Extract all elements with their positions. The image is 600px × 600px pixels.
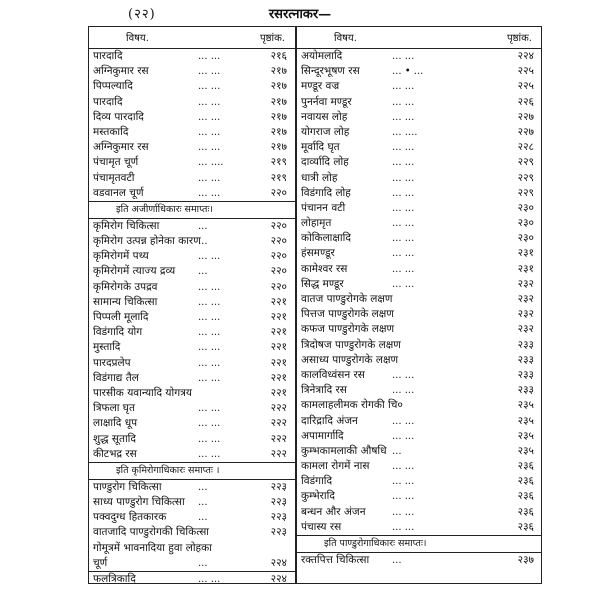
- left-column-header: [88, 26, 295, 49]
- entry-page-number: २१७: [270, 80, 287, 93]
- entry-title: सिन्दूरभूषण रस: [301, 65, 360, 78]
- right-entry-list: [296, 49, 542, 568]
- leader-dots: ...: [198, 557, 208, 569]
- index-entry: [296, 505, 542, 520]
- entry-title: कृमिरोग उत्पन्न होनेका कारण: [93, 235, 201, 248]
- entry-title: कृमिरोगके उपद्रव: [93, 280, 158, 293]
- entry-page-number: २२२: [270, 432, 287, 445]
- entry-page-number: २३२: [517, 277, 534, 290]
- entry-page-number: २२०: [270, 250, 287, 263]
- index-entry: [88, 280, 295, 295]
- entry-title: अग्निकुमार रस: [93, 65, 149, 78]
- entry-title: कृमिरोगमें त्याज्य द्रव्य: [93, 265, 176, 278]
- entry-title: पंचामृतवटी: [93, 171, 135, 184]
- entry-page-number: २२४: [270, 556, 287, 569]
- section-end-note: [88, 201, 295, 219]
- entry-title: पंचामृत चूर्ण: [93, 156, 139, 169]
- entry-page-number: २२६: [517, 95, 534, 108]
- leader-dots: ... ...: [198, 251, 221, 263]
- entry-title: लोहामृत: [301, 217, 332, 230]
- leader-dots: ... ...: [198, 327, 221, 339]
- entry-page-number: २३५: [517, 429, 534, 442]
- entry-title: पारदादि: [93, 50, 123, 62]
- entry-page-number: २२७: [517, 110, 534, 123]
- entry-page-number: २२२: [270, 447, 287, 460]
- entry-page-number: २३२: [517, 308, 534, 321]
- entry-title: त्रिफला घृत: [93, 402, 135, 415]
- entry-title: विडंगादि योग: [93, 326, 143, 339]
- index-entry: [88, 295, 295, 310]
- entry-title: शुद्ध सूतादि: [93, 432, 136, 445]
- entry-page-number: २१७: [270, 110, 287, 123]
- index-entry: [88, 264, 295, 279]
- entry-page-number: २२१: [270, 341, 287, 354]
- index-entry: [296, 338, 542, 353]
- entry-page-number: २३३: [517, 368, 534, 381]
- entry-title: कफज पाण्डुरोगके लक्षण: [301, 323, 395, 336]
- index-entry: [88, 401, 295, 416]
- entry-title: मस्तकादि: [93, 125, 129, 138]
- leader-dots: ... ...: [392, 263, 415, 275]
- page-heading: पृष्ठांक.: [259, 33, 285, 44]
- index-entry: [88, 356, 295, 371]
- entry-page-number: २२०: [270, 280, 287, 293]
- entry-page-number: २१९: [270, 171, 287, 184]
- leader-dots: ... ...: [198, 111, 221, 123]
- entry-page-number: २३५: [517, 414, 534, 427]
- entry-page-number: २१७: [270, 125, 287, 138]
- entry-page-number: २३२: [517, 293, 534, 305]
- entry-page-number: २२८: [517, 141, 534, 154]
- entry-page-number: २३२: [517, 323, 534, 336]
- leader-dots: ... ...: [198, 357, 221, 369]
- entry-page-number: २१७: [270, 95, 287, 108]
- index-entry: [296, 79, 542, 94]
- entry-title: वडवानल चूर्ण: [93, 186, 144, 199]
- subject-heading: विषय.: [126, 33, 149, 44]
- index-entry: [296, 307, 542, 322]
- index-entry: [88, 219, 295, 234]
- right-column: [296, 26, 542, 568]
- entry-title: बन्धन और अंजन: [301, 505, 366, 518]
- entry-title: कृमिरोग चिकित्सा: [93, 219, 160, 232]
- leader-dots: ... ...: [392, 430, 415, 442]
- index-entry: [88, 525, 295, 540]
- leader-dots: ... ...: [392, 172, 415, 184]
- entry-title: मण्डूर वज्र: [301, 80, 340, 93]
- index-entry: [296, 459, 542, 474]
- index-entry: [296, 186, 542, 201]
- entry-title: त्रिनेत्रादि रस: [301, 384, 347, 397]
- index-entry: [296, 444, 542, 459]
- entry-title: गोमूत्रमें भावनादिया हुवा लोहका: [93, 541, 212, 554]
- index-entry: [88, 495, 295, 510]
- index-entry: [88, 510, 295, 525]
- leader-dots: ... ...: [392, 187, 415, 199]
- entry-title: विडंगादि: [301, 475, 333, 488]
- entry-page-number: २२१: [270, 295, 287, 308]
- entry-page-number: २२५: [517, 65, 534, 78]
- leader-dots: ... ...: [392, 218, 415, 230]
- leader-dots: ... ...: [198, 342, 221, 354]
- leader-dots: ... ...: [392, 506, 415, 518]
- left-column: [88, 26, 295, 587]
- index-entry: [88, 49, 295, 64]
- index-entry: [296, 125, 542, 140]
- index-entry: [88, 249, 295, 264]
- entry-page-number: २३०: [517, 232, 534, 245]
- entry-page-number: २२१: [270, 311, 287, 323]
- leader-dots: ... ...: [392, 521, 415, 533]
- entry-page-number: २२३: [270, 480, 287, 493]
- entry-page-number: २३३: [517, 338, 534, 351]
- entry-title: हंसमण्डूर: [301, 247, 335, 260]
- index-entry: [88, 572, 295, 587]
- index-entry: [296, 322, 542, 337]
- leader-dots: ... ...: [392, 157, 415, 169]
- index-entry: [88, 155, 295, 170]
- entry-page-number: २१७: [270, 141, 287, 154]
- entry-title: कामलाहलीमक रोगकी चि०: [301, 399, 403, 412]
- entry-title: कीटभद्र रस: [93, 447, 137, 460]
- index-entry: [296, 95, 542, 110]
- entry-page-number: २२०: [270, 186, 287, 199]
- entry-page-number: २२२: [270, 402, 287, 415]
- entry-page-number: २२१: [270, 371, 287, 384]
- entry-title: इति अजीर्णाधिकारः समाप्तः।: [116, 203, 213, 215]
- index-entry: [296, 414, 542, 429]
- right-column-header: [296, 26, 542, 49]
- leader-dots: ... ....: [198, 157, 224, 169]
- entry-title: सिद्ध मण्डूर: [301, 277, 344, 290]
- entry-page-number: २२०: [270, 219, 287, 232]
- section-end-note: [296, 535, 542, 553]
- leader-dots: ... ...: [392, 385, 415, 397]
- index-entry: [88, 325, 295, 340]
- index-entry: [88, 432, 295, 447]
- index-entry: [88, 79, 295, 94]
- leader-dots: ... ...: [392, 96, 415, 108]
- index-entry: [296, 429, 542, 444]
- section-end-note: [88, 462, 295, 480]
- leader-dots: ... ...: [198, 574, 221, 585]
- entry-title: पुनर्नवा मण्डूर: [301, 95, 352, 108]
- entry-page-number: २१६: [270, 50, 287, 62]
- running-title: रसरत्नाकर—: [268, 7, 332, 22]
- leader-dots: ... ....: [392, 126, 418, 138]
- entry-page-number: २३७: [517, 554, 534, 566]
- leader-dots: ... ...: [392, 233, 415, 245]
- index-entry: [296, 277, 542, 292]
- entry-page-number: २२३: [270, 526, 287, 539]
- index-entry: [88, 371, 295, 386]
- entry-title: फलत्रिकादि: [93, 573, 136, 585]
- entry-page-number: २३६: [517, 520, 534, 533]
- entry-page-number: २२४: [517, 50, 534, 62]
- page-header: [0, 2, 600, 24]
- leader-dots: ... ...: [198, 172, 221, 184]
- leader-dots: ... ...: [392, 461, 415, 473]
- leader-dots: ... ...: [392, 142, 415, 154]
- entry-page-number: २३६: [517, 490, 534, 503]
- entry-title: कुम्भेरादि: [301, 490, 335, 503]
- entry-title: पारसीक यवान्यादि योगत्रय: [93, 386, 192, 399]
- leader-dots: ...: [198, 236, 208, 248]
- index-entry: [88, 416, 295, 431]
- index-entry: [296, 49, 542, 64]
- entry-page-number: २२९: [517, 156, 534, 169]
- entry-title: पंचानन वटी: [301, 201, 346, 214]
- index-entry: [296, 231, 542, 246]
- index-entry: [88, 386, 295, 401]
- entry-page-number: २१७: [270, 65, 287, 78]
- entry-title: त्रिदोषज पाण्डुरोगके लक्षण: [301, 338, 401, 351]
- leader-dots: ... ...: [198, 296, 221, 308]
- entry-page-number: २३१: [517, 262, 534, 275]
- entry-title: कामेश्वर रस: [301, 262, 348, 275]
- leader-dots: ... ...: [392, 51, 415, 62]
- index-entry: [88, 110, 295, 125]
- entry-title: कालविध्वंसन रस: [301, 368, 365, 381]
- entry-page-number: २२४: [270, 573, 287, 585]
- entry-title: मूर्वादि घृत: [301, 141, 340, 154]
- entry-page-number: २३३: [517, 353, 534, 366]
- entry-title: वातज पाण्डुरोगके लक्षण: [301, 293, 393, 305]
- index-entry: [88, 140, 295, 155]
- entry-title: दार्व्यादि लोह: [301, 156, 349, 169]
- entry-title: असाध्य पाण्डुरोगके लक्षण: [301, 353, 399, 366]
- entry-page-number: २३६: [517, 460, 534, 473]
- entry-title: पिप्पल्यादि: [93, 80, 133, 93]
- entry-page-number: २२७: [517, 125, 534, 138]
- leader-dots: ... ...: [198, 187, 221, 199]
- index-entry: [88, 95, 295, 110]
- entry-title: विडंगाद्य तैल: [93, 371, 139, 384]
- entry-title: पंचास्य रस: [301, 520, 342, 533]
- index-entry: [296, 383, 542, 398]
- index-entry: [296, 520, 542, 535]
- leader-dots: ... ...: [392, 491, 415, 503]
- leader-dots: ... ...: [198, 418, 221, 430]
- leader-dots: ... • ...: [392, 66, 424, 78]
- index-entry: [88, 171, 295, 186]
- index-entry: [296, 398, 542, 413]
- entry-title: योगराज लोह: [301, 125, 350, 138]
- entry-page-number: २२५: [517, 80, 534, 93]
- entry-title: कामला रोगमें नास: [301, 460, 370, 473]
- leader-dots: ...: [198, 497, 208, 509]
- entry-title: दिव्य पारदादि: [93, 110, 144, 123]
- entry-page-number: २२१: [270, 326, 287, 339]
- index-entry: [88, 310, 295, 325]
- entry-title: चूर्ण: [93, 556, 108, 569]
- leader-dots: ... ...: [392, 81, 415, 93]
- leader-dots: ... ...: [392, 202, 415, 214]
- leader-dots: ...: [392, 445, 402, 457]
- entry-page-number: २३३: [517, 384, 534, 397]
- index-entry: [296, 262, 542, 277]
- entry-title: इति पाण्डुरोगाधिकारः समाप्तः।: [324, 538, 427, 549]
- index-entry: [296, 140, 542, 155]
- leader-dots: ...: [198, 266, 208, 278]
- leader-dots: ... ...: [198, 51, 221, 62]
- index-entry: [88, 541, 295, 556]
- entry-page-number: २२३: [270, 496, 287, 509]
- index-entry: [296, 171, 542, 186]
- entry-title: दारिद्रादि अंजन: [301, 414, 358, 427]
- entry-title: पक्वदुग्ध हितकारक: [93, 511, 167, 524]
- entry-title: कुम्भकामलाकी औषधि: [301, 444, 387, 457]
- index-entry: [296, 292, 542, 307]
- entry-page-number: २३१: [517, 247, 534, 260]
- entry-title: कृमिरोगमें पथ्य: [93, 250, 149, 263]
- leader-dots: ... ...: [198, 281, 221, 293]
- entry-title: कोकिलाक्षादि: [301, 232, 351, 245]
- index-entry: [296, 553, 542, 568]
- entry-title: विडंगादि लोह: [301, 186, 351, 199]
- entry-title: लाक्षादि धूप: [93, 417, 138, 430]
- leader-dots: ... ...: [198, 81, 221, 93]
- entry-page-number: २२९: [517, 171, 534, 184]
- index-entry: [88, 186, 295, 201]
- entry-page-number: २२१: [270, 356, 287, 369]
- left-entry-list: [88, 49, 295, 587]
- index-entry: [88, 480, 295, 495]
- entry-page-number: २३६: [517, 505, 534, 518]
- page-number: (२२): [128, 7, 156, 22]
- leader-dots: ... ...: [198, 403, 221, 415]
- leader-dots: ...: [198, 512, 208, 524]
- entry-title: अपामार्गादि: [301, 429, 344, 442]
- leader-dots: ... ...: [392, 369, 415, 381]
- index-entry: [88, 64, 295, 79]
- leader-dots: ... ...: [392, 278, 415, 290]
- leader-dots: ... ...: [392, 111, 415, 123]
- entry-title: पारदप्रलेप: [93, 356, 131, 369]
- index-entry: [296, 216, 542, 231]
- leader-dots: ...: [198, 220, 208, 232]
- entry-page-number: २३०: [517, 201, 534, 214]
- index-entry: [296, 246, 542, 261]
- entry-title: रक्तपित्त चिकित्सा: [301, 554, 370, 566]
- index-entry: [296, 155, 542, 170]
- entry-page-number: २२०: [270, 235, 287, 248]
- leader-dots: ... ...: [198, 96, 221, 108]
- leader-dots: ... ...: [198, 433, 221, 445]
- index-entry: [296, 368, 542, 383]
- entry-title: वातजादि पाण्डुरोगकी चिकित्सा: [93, 526, 210, 539]
- leader-dots: ...: [198, 481, 208, 493]
- entry-page-number: २१९: [270, 156, 287, 169]
- index-entry: [88, 447, 295, 462]
- entry-title: साध्य पाण्डुरोग चिकित्सा: [93, 496, 185, 509]
- page-heading: पृष्ठांक.: [506, 33, 532, 44]
- index-entry: [88, 234, 295, 249]
- leader-dots: ... ...: [198, 142, 221, 154]
- entry-title: अयोमलादि: [301, 50, 343, 62]
- entry-title: धात्री लोह: [301, 171, 338, 184]
- index-entry: [296, 474, 542, 489]
- leader-dots: ...: [392, 555, 402, 566]
- entry-page-number: २२९: [517, 186, 534, 199]
- leader-dots: ... ...: [198, 126, 221, 138]
- index-entry: [296, 489, 542, 504]
- entry-page-number: २२०: [270, 265, 287, 278]
- entry-title: पिप्पली मूलादि: [93, 311, 149, 323]
- index-entry: [88, 556, 295, 572]
- leader-dots: ... ...: [198, 312, 221, 323]
- leader-dots: ... ...: [392, 415, 415, 427]
- entry-title: पित्तज पाण्डुरोगके लक्षण: [301, 308, 394, 321]
- entry-title: पारदादि: [93, 95, 123, 108]
- entry-title: पाण्डुरोग चिकित्सा: [93, 480, 162, 493]
- leader-dots: ... ...: [392, 248, 415, 260]
- entry-title: मुस्तादि: [93, 341, 121, 354]
- entry-page-number: २२२: [270, 417, 287, 430]
- index-entry: [296, 201, 542, 216]
- index-entry: [88, 340, 295, 355]
- leader-dots: ... ...: [392, 476, 415, 488]
- entry-title: नवायस लोह: [301, 110, 348, 123]
- leader-dots: ... ...: [198, 448, 221, 460]
- index-entry: [88, 125, 295, 140]
- entry-page-number: २३६: [517, 475, 534, 488]
- index-entry: [296, 353, 542, 368]
- entry-page-number: २२१: [270, 386, 287, 399]
- entry-page-number: २३५: [517, 399, 534, 412]
- index-entry: [296, 110, 542, 125]
- entry-title: इति कृमिरोगाधिकारः समाप्तः ।: [116, 464, 220, 476]
- entry-page-number: २३५: [517, 444, 534, 457]
- entry-page-number: २३०: [517, 217, 534, 230]
- subject-heading: विषय.: [334, 33, 357, 44]
- leader-dots: ... ...: [198, 66, 221, 78]
- entry-title: अग्निकुमार रस: [93, 141, 149, 154]
- leader-dots: ... ...: [198, 372, 221, 384]
- entry-title: सामान्य चिकित्सा: [93, 295, 158, 308]
- index-entry: [296, 64, 542, 79]
- entry-page-number: २२३: [270, 511, 287, 524]
